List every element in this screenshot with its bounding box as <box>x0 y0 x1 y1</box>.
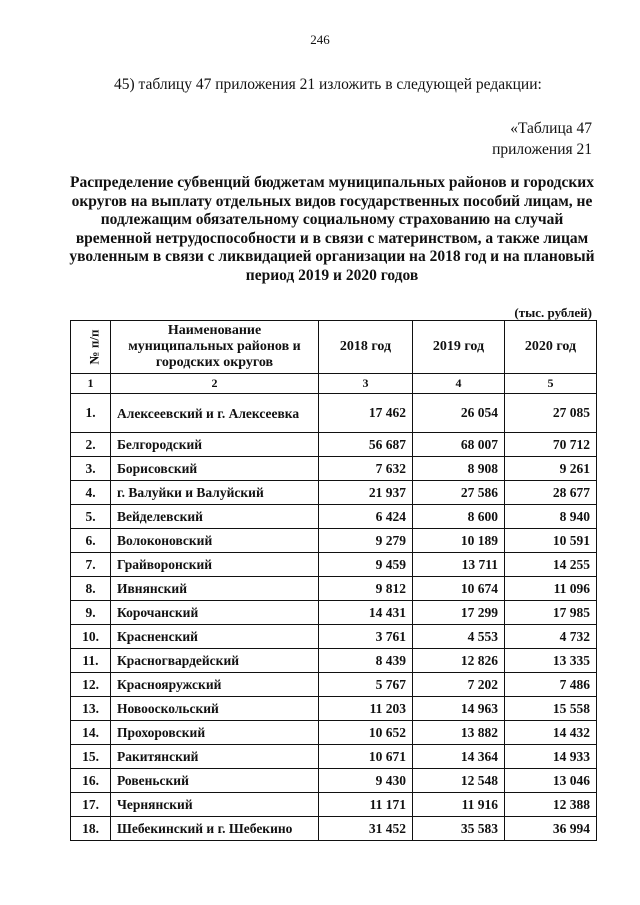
row-number: 17. <box>71 793 111 817</box>
value-2019: 8 908 <box>413 457 505 481</box>
value-2020: 12 388 <box>505 793 597 817</box>
district-name: Ровеньский <box>111 769 319 793</box>
table-row <box>71 529 597 553</box>
value-2019: 8 600 <box>413 505 505 529</box>
value-2018: 5 767 <box>319 673 413 697</box>
value-2019: 68 007 <box>413 433 505 457</box>
header-name: Наименование муниципальных районов и городских округов <box>111 321 319 374</box>
row-number: 10. <box>71 625 111 649</box>
table-header-row <box>71 321 597 374</box>
header-2018: 2018 год <box>319 321 413 374</box>
header-2020: 2020 год <box>505 321 597 374</box>
value-2018: 56 687 <box>319 433 413 457</box>
table-row <box>71 817 597 841</box>
district-name: Ивнянский <box>111 577 319 601</box>
district-name: Вейделевский <box>111 505 319 529</box>
district-name: г. Валуйки и Валуйский <box>111 481 319 505</box>
column-number: 1 <box>71 374 111 394</box>
subvention-table <box>70 320 597 841</box>
row-number: 14. <box>71 721 111 745</box>
table-row <box>71 433 597 457</box>
value-2018: 17 462 <box>319 394 413 433</box>
value-2018: 6 424 <box>319 505 413 529</box>
table-row <box>71 721 597 745</box>
district-name: Шебекинский и г. Шебекино <box>111 817 319 841</box>
value-2020: 9 261 <box>505 457 597 481</box>
district-name: Прохоровский <box>111 721 319 745</box>
row-number: 11. <box>71 649 111 673</box>
value-2020: 13 046 <box>505 769 597 793</box>
district-name: Новооскольский <box>111 697 319 721</box>
value-2019: 26 054 <box>413 394 505 433</box>
value-2018: 9 430 <box>319 769 413 793</box>
value-2019: 14 963 <box>413 697 505 721</box>
table-body <box>71 394 597 841</box>
row-number: 3. <box>71 457 111 481</box>
value-2020: 15 558 <box>505 697 597 721</box>
row-number: 16. <box>71 769 111 793</box>
table-reference-line2: приложения 21 <box>492 141 592 158</box>
district-name: Алексеевский и г. Алексеевка <box>111 394 319 433</box>
value-2019: 11 916 <box>413 793 505 817</box>
value-2018: 8 439 <box>319 649 413 673</box>
value-2018: 31 452 <box>319 817 413 841</box>
column-number: 4 <box>413 374 505 394</box>
column-number: 2 <box>111 374 319 394</box>
value-2018: 7 632 <box>319 457 413 481</box>
table-row <box>71 649 597 673</box>
table-row <box>71 601 597 625</box>
units-label: (тыс. рублей) <box>514 305 592 320</box>
table-row <box>71 769 597 793</box>
value-2020: 8 940 <box>505 505 597 529</box>
header-2019: 2019 год <box>413 321 505 374</box>
value-2019: 7 202 <box>413 673 505 697</box>
table-reference-line1: «Таблица 47 <box>510 120 592 137</box>
table-row <box>71 697 597 721</box>
row-number: 6. <box>71 529 111 553</box>
value-2020: 11 096 <box>505 577 597 601</box>
table-row <box>71 577 597 601</box>
value-2020: 14 432 <box>505 721 597 745</box>
value-2020: 14 255 <box>505 553 597 577</box>
district-name: Белгородский <box>111 433 319 457</box>
value-2018: 9 279 <box>319 529 413 553</box>
row-number: 15. <box>71 745 111 769</box>
table-row <box>71 793 597 817</box>
value-2018: 10 671 <box>319 745 413 769</box>
table-row <box>71 481 597 505</box>
value-2019: 12 826 <box>413 649 505 673</box>
district-name: Корочанский <box>111 601 319 625</box>
district-name: Красногвардейский <box>111 649 319 673</box>
district-name: Волоконовский <box>111 529 319 553</box>
value-2020: 28 677 <box>505 481 597 505</box>
table-row <box>71 394 597 433</box>
value-2019: 35 583 <box>413 817 505 841</box>
district-name: Краснояружский <box>111 673 319 697</box>
row-number: 5. <box>71 505 111 529</box>
table-row <box>71 457 597 481</box>
value-2020: 10 591 <box>505 529 597 553</box>
value-2020: 70 712 <box>505 433 597 457</box>
row-number: 8. <box>71 577 111 601</box>
column-number: 5 <box>505 374 597 394</box>
district-name: Чернянский <box>111 793 319 817</box>
value-2018: 3 761 <box>319 625 413 649</box>
row-number: 9. <box>71 601 111 625</box>
table-row <box>71 553 597 577</box>
value-2020: 13 335 <box>505 649 597 673</box>
row-number: 2. <box>71 433 111 457</box>
table-row <box>71 745 597 769</box>
district-name: Борисовский <box>111 457 319 481</box>
district-name: Ракитянский <box>111 745 319 769</box>
value-2018: 9 812 <box>319 577 413 601</box>
value-2020: 17 985 <box>505 601 597 625</box>
page-number: 246 <box>310 32 330 47</box>
value-2019: 10 189 <box>413 529 505 553</box>
table-reference <box>492 118 592 160</box>
value-2020: 14 933 <box>505 745 597 769</box>
table-row <box>71 625 597 649</box>
value-2018: 11 171 <box>319 793 413 817</box>
intro-paragraph: 45) таблицу 47 приложения 21 изложить в следующей редакции: <box>114 76 542 93</box>
column-numbers-row <box>71 374 597 394</box>
district-name: Красненский <box>111 625 319 649</box>
value-2019: 17 299 <box>413 601 505 625</box>
value-2020: 27 085 <box>505 394 597 433</box>
row-number: 12. <box>71 673 111 697</box>
document-title: Распределение субвенций бюджетам муниципальных районов и городских округов на выплату отдельных видов государственных пособий лицам, не подлежащим обязательному социальному страхованию на случай временной нетрудоспособности и в связи с материнством, а также лицам уволенным в связи с ликвидацией организации на 2018 год и на плановый период 2019 и 2020 годов <box>69 174 595 284</box>
value-2019: 4 553 <box>413 625 505 649</box>
value-2018: 10 652 <box>319 721 413 745</box>
row-number: 18. <box>71 817 111 841</box>
table-row <box>71 673 597 697</box>
value-2018: 9 459 <box>319 553 413 577</box>
value-2019: 13 711 <box>413 553 505 577</box>
value-2019: 10 674 <box>413 577 505 601</box>
header-num: № п/п <box>71 321 111 374</box>
row-number: 1. <box>71 394 111 433</box>
value-2019: 12 548 <box>413 769 505 793</box>
row-number: 13. <box>71 697 111 721</box>
value-2019: 14 364 <box>413 745 505 769</box>
value-2020: 36 994 <box>505 817 597 841</box>
value-2018: 21 937 <box>319 481 413 505</box>
row-number: 7. <box>71 553 111 577</box>
value-2020: 7 486 <box>505 673 597 697</box>
value-2018: 11 203 <box>319 697 413 721</box>
column-number: 3 <box>319 374 413 394</box>
value-2018: 14 431 <box>319 601 413 625</box>
value-2019: 13 882 <box>413 721 505 745</box>
row-number: 4. <box>71 481 111 505</box>
value-2019: 27 586 <box>413 481 505 505</box>
district-name: Грайворонский <box>111 553 319 577</box>
value-2020: 4 732 <box>505 625 597 649</box>
table-row <box>71 505 597 529</box>
